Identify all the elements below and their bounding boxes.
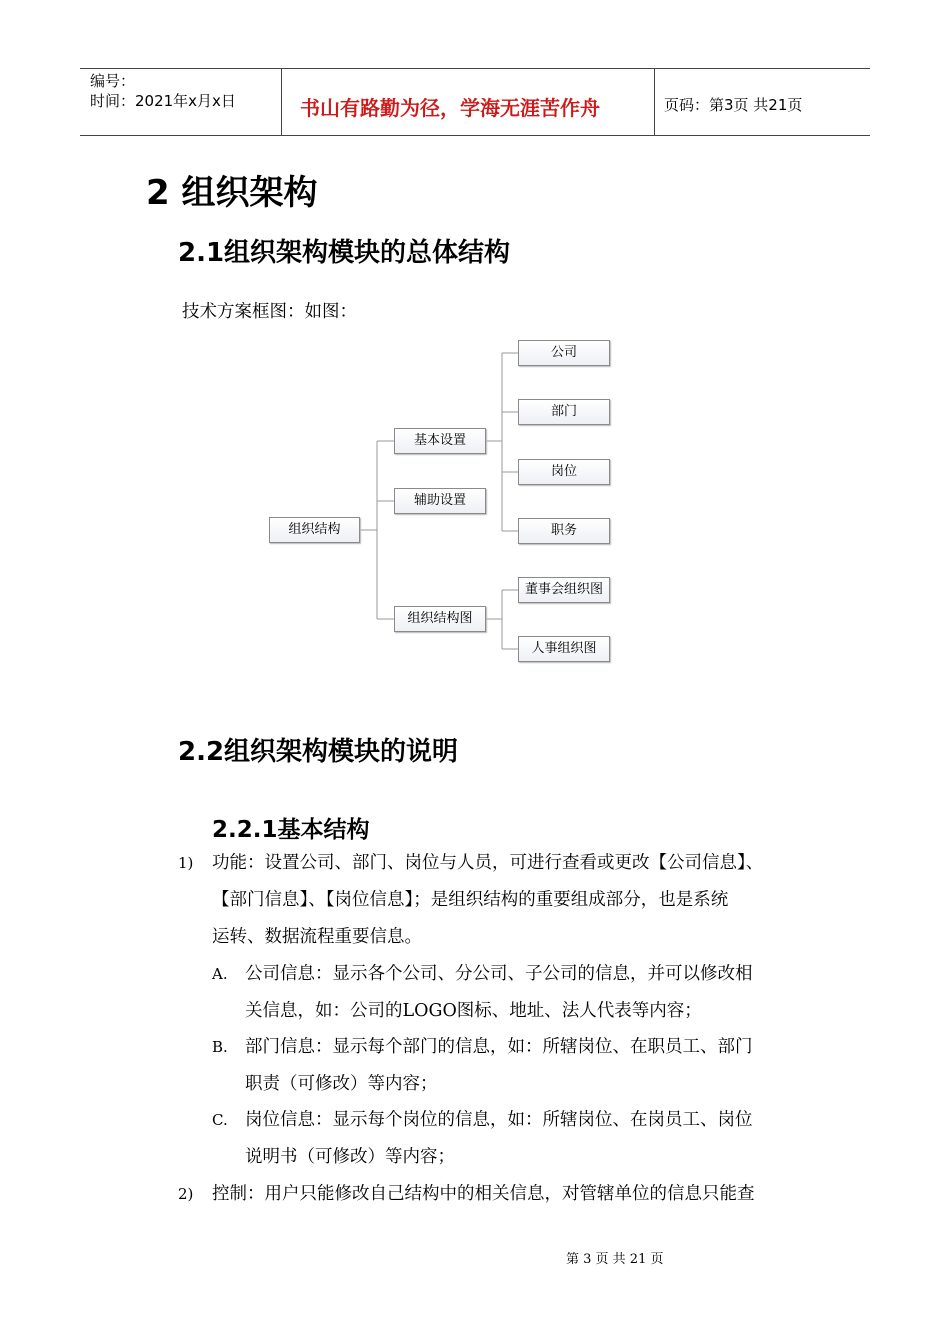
subsection-title: 2.1组织架构模块的总体结构 [178,238,511,268]
list-item-text: 功能：设置公司、部门、岗位与人员，可进行查看或更改【公司信息】、 [212,853,764,873]
sublist-item-text: 部门信息：显示每个部门的信息，如：所辖岗位、在职员工、部门 [245,1037,753,1057]
sublist-item-text: 说明书（可修改）等内容； [245,1147,455,1167]
header-number-label: 编号： [90,72,136,90]
diagram-node-hr-chart: 人事组织图 [518,636,610,662]
header-motto: 书山有路勤为径，学海无涯苦作舟 [300,96,600,120]
sublist-item-marker: C. [212,1111,228,1129]
header-page-info: 页码：第3页 共21页 [664,96,803,114]
list-item-marker: 2) [178,1185,194,1203]
diagram-node-department: 部门 [518,399,610,425]
diagram-node-board-chart: 董事会组织图 [518,577,610,603]
sublist-item-text: 关信息，如：公司的LOGO图标、地址、法人代表等内容； [245,1001,702,1021]
diagram-node-aux-settings: 辅助设置 [394,488,486,514]
sublist-item-marker: B. [212,1038,228,1056]
subsection-title: 2.2组织架构模块的说明 [178,737,459,767]
diagram-node-duty: 职务 [518,518,610,544]
sublist-item-text: 职责（可修改）等内容； [245,1074,438,1094]
diagram-node-root: 组织结构 [269,517,360,543]
list-item-text: 【部门信息】、【岗位信息】；是组织结构的重要组成部分，也是系统 [212,890,729,910]
page-footer: 第 3 页 共 21 页 [566,1252,664,1267]
diagram-node-basic-settings: 基本设置 [394,428,486,454]
sublist-item-marker: A. [212,965,228,983]
list-item-marker: 1) [178,854,194,872]
list-item-text: 运转、数据流程重要信息。 [212,927,422,947]
diagram-node-position: 岗位 [518,459,610,485]
subsubsection-title: 2.2.1基本结构 [212,817,370,843]
sublist-item-text: 公司信息：显示各个公司、分公司、子公司的信息，并可以修改相 [245,964,753,984]
diagram-node-org-chart: 组织结构图 [394,606,486,632]
diagram-node-company: 公司 [518,340,610,366]
header-time-label: 时间：2021年x月x日 [90,92,236,110]
diagram-caption: 技术方案框图：如图： [182,302,357,322]
list-item-text: 控制：用户只能修改自己结构中的相关信息，对管辖单位的信息只能查 [212,1184,755,1204]
section-title: 2 组织架构 [146,173,318,213]
sublist-item-text: 岗位信息：显示每个岗位的信息，如：所辖岗位、在岗员工、岗位 [245,1110,753,1130]
